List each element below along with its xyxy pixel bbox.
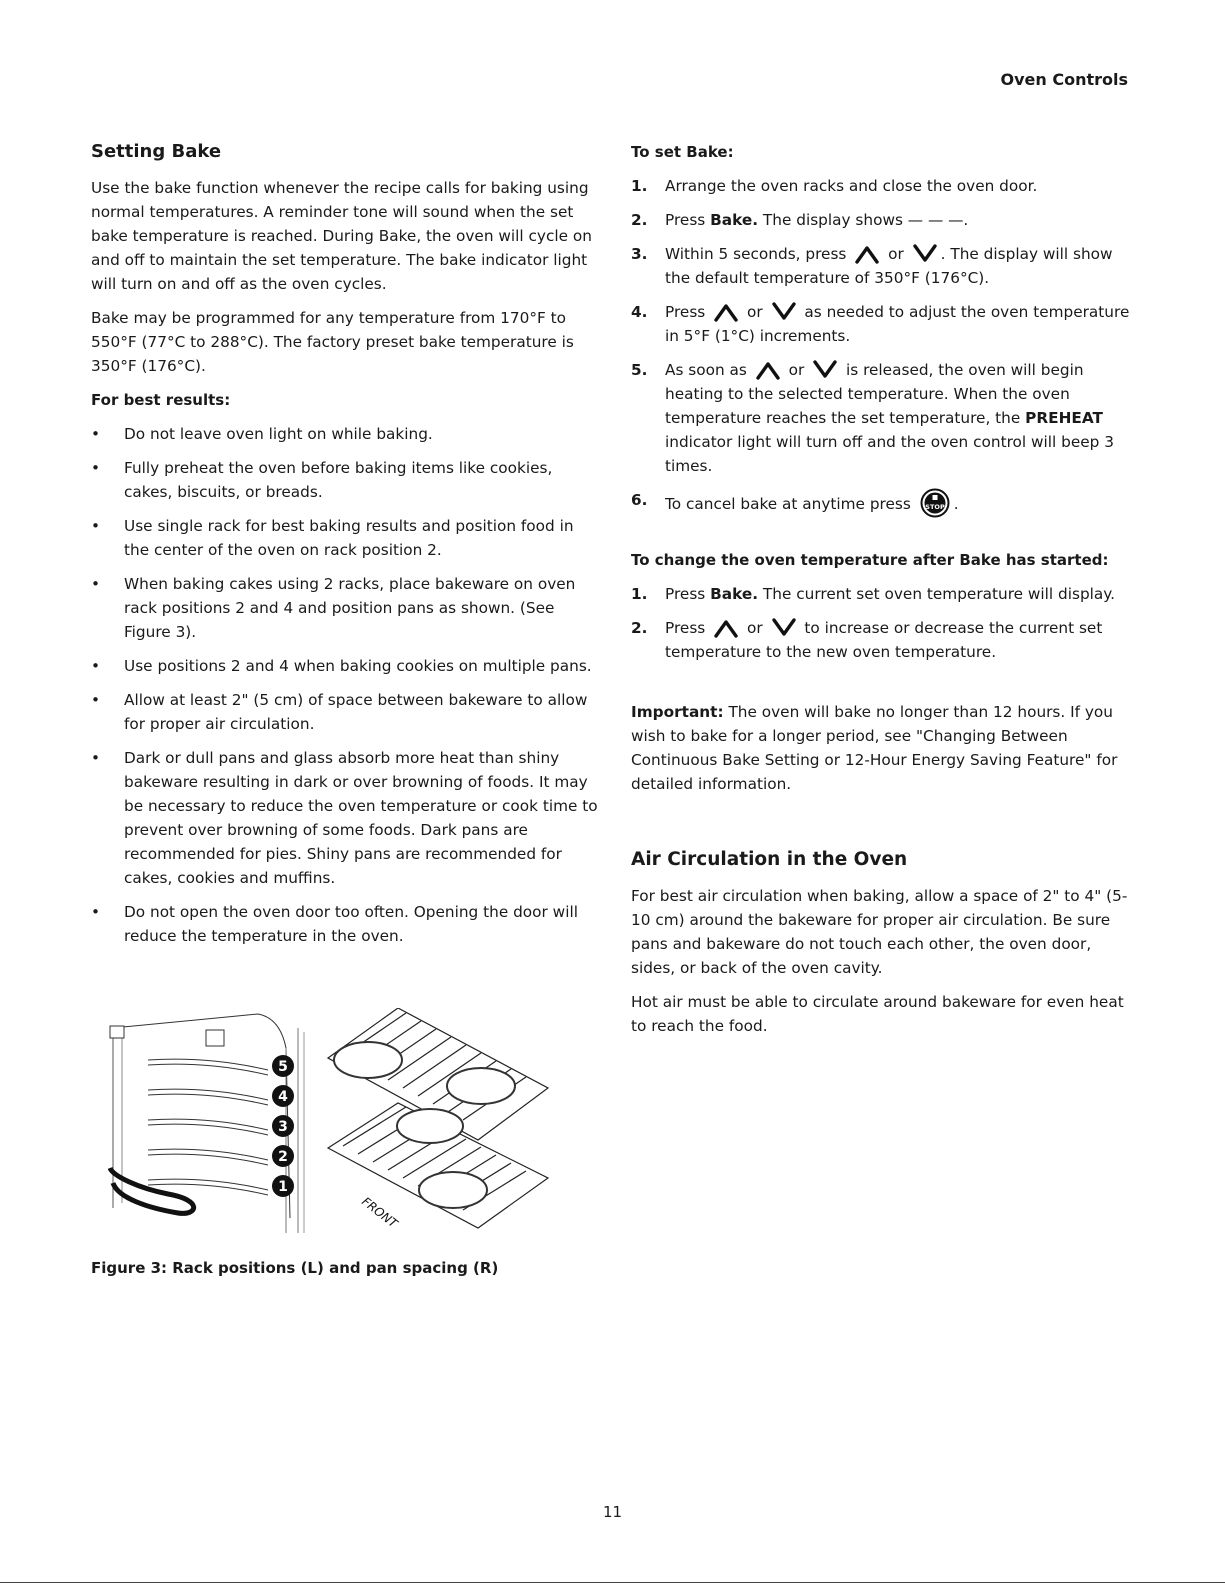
list-item [91, 900, 599, 948]
step-item [631, 300, 1131, 348]
rack-illustration [108, 1008, 568, 1248]
step-text: or [742, 619, 768, 637]
step-text: Within 5 seconds, press [665, 245, 852, 263]
step-item [631, 616, 1131, 664]
figure-caption: Figure 3: Rack positions (L) and pan spacing (R) [91, 1259, 499, 1277]
step-text: or [742, 303, 768, 321]
bullet-symbol: • [91, 517, 101, 535]
preheat-keyword: PREHEAT [1025, 409, 1103, 427]
important-note [631, 700, 1131, 796]
step-text: The current set oven temperature will display. [758, 585, 1116, 603]
step-text: as needed to adjust the oven temperature in 5°F (1°C) increments. [665, 303, 1130, 345]
down-arrow-icon [913, 244, 937, 264]
left-column [91, 140, 599, 958]
page-number: 11 [602, 1503, 623, 1521]
up-arrow-icon [714, 302, 738, 322]
list-item-text: Use positions 2 and 4 when baking cookies on multiple pans. [124, 657, 592, 675]
step-text: indicator light will turn off and the oven control will beep 3 times. [665, 433, 1114, 475]
stop-button-icon [920, 488, 950, 518]
step-number: 5. [631, 361, 648, 379]
step-text: To cancel bake at anytime press [665, 495, 916, 513]
step-text: . The display will show the default temperature of 350°F (176°C). [665, 245, 1113, 287]
list-item [91, 746, 599, 890]
step-number: 2. [631, 211, 648, 229]
bullet-symbol: • [91, 575, 101, 593]
air-circulation-paragraph-2: Hot air must be able to circulate around bakeware for even heat to reach the food. [631, 993, 1124, 1035]
best-results-heading: For best results: [91, 391, 231, 409]
down-arrow-icon [772, 302, 796, 322]
step-number: 1. [631, 177, 648, 195]
best-results-list [91, 422, 599, 948]
rack-figure [108, 1008, 568, 1248]
step-item [631, 242, 1131, 290]
down-arrow-icon [813, 360, 837, 380]
list-item [91, 654, 599, 678]
up-arrow-icon [855, 244, 879, 264]
step-item [631, 208, 1131, 232]
list-item-text: Use single rack for best baking results and position food in the center of the oven on rack position 2. [124, 517, 574, 559]
air-circulation-title: Air Circulation in the Oven [631, 849, 908, 870]
step-item [631, 582, 1131, 606]
change-temp-steps [631, 582, 1131, 664]
list-item-text: Fully preheat the oven before baking items like cookies, cakes, biscuits, or breads. [124, 459, 553, 501]
step-text: or [883, 245, 909, 263]
list-item [91, 514, 599, 562]
bake-keyword: Bake. [710, 211, 759, 229]
list-item-text: Do not open the oven door too often. Opening the door will reduce the temperature in the oven. [124, 903, 578, 945]
step-text: Press [665, 211, 711, 229]
bake-keyword: Bake. [710, 585, 759, 603]
rack-number-1: 1 [278, 1179, 288, 1195]
list-item [91, 572, 599, 644]
up-arrow-icon [756, 360, 780, 380]
stop-label: STOP [925, 503, 945, 511]
to-set-bake-title: To set Bake: [631, 143, 734, 161]
page-header-title: Oven Controls [1000, 70, 1128, 89]
rack-number-3: 3 [278, 1119, 288, 1135]
step-number: 3. [631, 245, 648, 263]
set-bake-steps [631, 174, 1131, 518]
step-text: As soon as [665, 361, 752, 379]
bake-range-paragraph: Bake may be programmed for any temperature from 170°F to 550°F (77°C to 288°C). The factory preset bake temperature is 350°F (176°C). [91, 309, 574, 375]
bullet-symbol: • [91, 425, 101, 443]
step-text: is released, the oven will begin heating to the selected temperature. When the oven temperature reaches the set temperature, the [665, 361, 1084, 427]
step-text: to increase or decrease the current set temperature to the new oven temperature. [665, 619, 1103, 661]
step-text: Arrange the oven racks and close the oven door. [665, 177, 1038, 195]
step-item [631, 358, 1131, 478]
bullet-symbol: • [91, 657, 101, 675]
step-text: Press [665, 303, 711, 321]
air-circulation-paragraph-1: For best air circulation when baking, allow a space of 2" to 4" (5-10 cm) around the bakeware for proper air circulation. Be sure pans and bakeware do not touch each other, the oven door, sides, or back of the oven cavity. [631, 887, 1128, 977]
list-item-text: Allow at least 2" (5 cm) of space between bakeware to allow for proper air circulation. [124, 691, 588, 733]
bullet-symbol: • [91, 691, 101, 709]
bullet-symbol: • [91, 903, 101, 921]
list-item [91, 688, 599, 736]
step-text: Press [665, 585, 711, 603]
bullet-symbol: • [91, 749, 101, 767]
step-text: The display shows — — —. [758, 211, 969, 229]
right-column [631, 140, 1131, 1048]
change-temp-heading: To change the oven temperature after Bake has started: [631, 551, 1109, 569]
step-item [631, 174, 1131, 198]
step-number: 4. [631, 303, 648, 321]
step-item [631, 488, 1131, 518]
rack-number-badges [272, 1055, 294, 1197]
step-text: . [953, 495, 959, 513]
step-number: 2. [631, 619, 648, 637]
bake-intro-paragraph: Use the bake function whenever the recipe calls for baking using normal temperatures. A reminder tone will sound when the set bake temperature is reached. During Bake, the oven will cycle on and off to maintain the set temperature. The bake indicator light will turn on and off as the oven cycles. [91, 179, 592, 293]
list-item [91, 456, 599, 504]
important-label: Important: [631, 703, 724, 721]
rack-number-2: 2 [278, 1149, 288, 1165]
lower-rack-drawing [328, 1103, 548, 1228]
list-item-text: When baking cakes using 2 racks, place bakeware on oven rack positions 2 and 4 and position pans as shown. (See Figure 3). [124, 575, 576, 641]
step-number: 6. [631, 491, 648, 509]
bullet-symbol: • [91, 459, 101, 477]
list-item-text: Dark or dull pans and glass absorb more heat than shiny bakeware resulting in dark or over browning of foods. It may be necessary to reduce the oven temperature or cook time to prevent over browning of some foods. Dark pans are recommended for pies. Shiny pans are recommended for cakes, cookies and muffins. [124, 749, 598, 887]
list-item [91, 422, 599, 446]
important-text: The oven will bake no longer than 12 hours. If you wish to bake for a longer period, see "Changing Between Continuous Bake Setting or 12-Hour Energy Saving Feature" for detailed information. [631, 703, 1118, 793]
setting-bake-title: Setting Bake [91, 141, 222, 162]
list-item-text: Do not leave oven light on while baking. [124, 425, 433, 443]
to-set-bake-heading [631, 140, 1131, 164]
rack-number-5: 5 [278, 1059, 288, 1075]
up-arrow-icon [714, 618, 738, 638]
step-number: 1. [631, 585, 648, 603]
step-text: or [783, 361, 810, 379]
step-text: Press [665, 619, 711, 637]
bottom-rule [0, 1582, 1225, 1583]
front-label: FRONT [359, 1194, 401, 1231]
down-arrow-icon [772, 618, 796, 638]
rack-number-4: 4 [278, 1089, 288, 1105]
